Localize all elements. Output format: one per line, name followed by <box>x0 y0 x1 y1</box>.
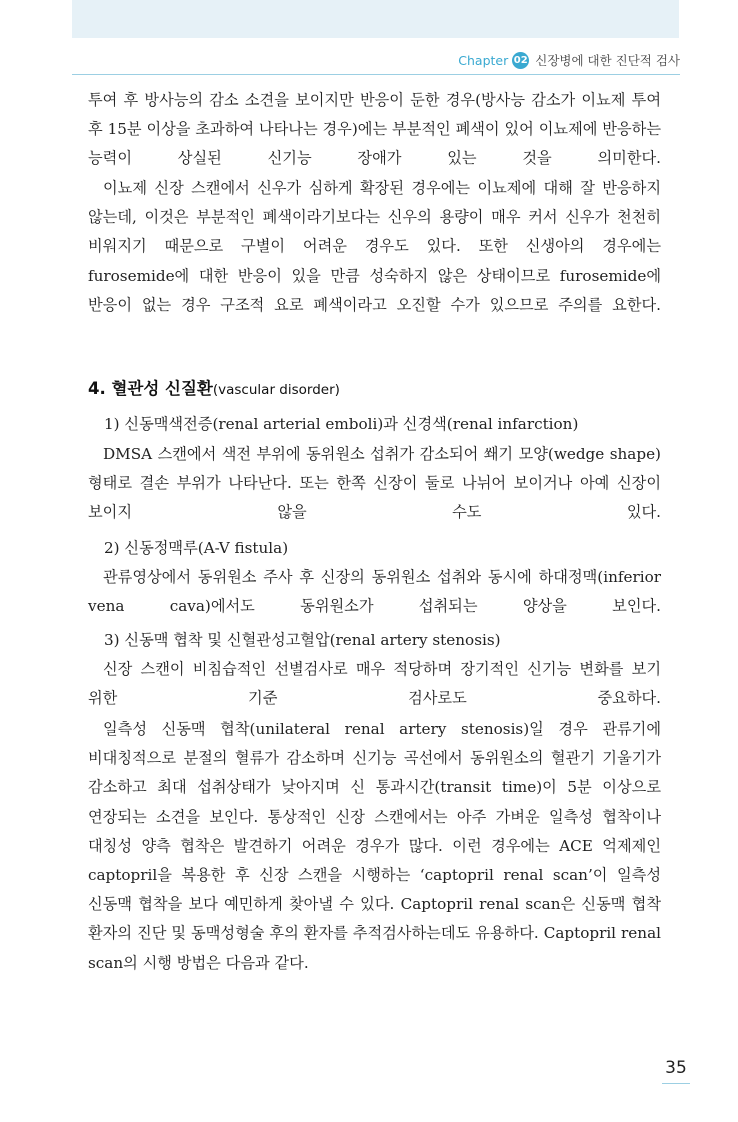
subsection-3-title: 3) 신동맥 협착 및 신혈관성고혈압(renal artery stenosis) <box>104 631 501 649</box>
chapter-header <box>458 49 680 71</box>
subsection-1-title: 1) 신동맥색전증(renal arterial emboli)과 신경색(renal infarction) <box>104 415 579 433</box>
chapter-title: 신장병에 대한 진단적 검사 <box>535 53 680 68</box>
subsection-1-body: DMSA 스캔에서 색전 부위에 동위원소 섭취가 감소되어 쐐기 모양(wedge shape) 형태로 결손 부위가 나타난다. 또는 한쪽 신장이 둘로 나뉘어 보이거나 아예 신장이 보이지 않을 수도 있다. <box>88 445 661 522</box>
subsection-3-body-2: 일측성 신동맥 협착(unilateral renal artery stenosis)일 경우 관류기에 비대칭적으로 분절의 혈류가 감소하며 신기능 곡선에서 동위원소의 혈관기 기울기가 감소하고 최대 섭취상태가 낮아지며 신 통과시간(transit time)이 5분 이상으로 연장되는 소견을 보인다. 통상적인 신장 스캔에서는 아주 가벼운 일측성 협착이나 대칭성 양측 협착은 발견하기 어려운 경우가 많다. 이런 경우에는 ACE 억제제인 captopril을 복용한 후 신장 스캔을 시행하는 ‘captopril renal scan’이 일측성 신동맥 협착을 보다 예민하게 찾아낼 수 있다. Captopril renal scan은 신동맥 협착 환자의 진단 및 동맥성형술 후의 환자를 추적검사하는데도 유용하다. Captopril renal scan의 시행 방법은 다음과 같다. <box>88 720 661 972</box>
chapter-label: Chapter <box>458 52 509 68</box>
header-divider <box>72 74 680 75</box>
section-heading-en: (vascular disorder) <box>212 382 340 398</box>
chapter-number-badge: 02 <box>512 52 529 69</box>
intro-paragraph-2: 이뇨제 신장 스캔에서 신우가 심하게 확장된 경우에는 이뇨제에 대해 잘 반응하지 않는데, 이것은 부분적인 폐색이라기보다는 신우의 용량이 매우 커서 신우가 천천히 비워지기 때문으로 구별이 어려운 경우도 있다. 또한 신생아의 경우에는 furosemide에 대한 반응이 있을 만큼 성숙하지 않은 상태이므로 furosemide에 반응이 없는 경우 구조적 요로 폐색이라고 오진할 수가 있으므로 주의를 요한다. <box>88 179 661 314</box>
intro-paragraph-1: 투여 후 방사능의 감소 소견을 보이지만 반응이 둔한 경우(방사능 감소가 이뇨제 투여 후 15분 이상을 초과하여 나타나는 경우)에는 부분적인 폐색이 있어 이뇨제에 반응하는 능력이 상실된 신기능 장애가 있는 것을 의미한다. <box>88 91 661 168</box>
section-heading-text: 4. 혈관성 신질환 <box>88 379 213 398</box>
header-band <box>72 0 679 38</box>
section-heading <box>88 375 340 399</box>
page-number: 35 <box>665 1058 687 1078</box>
subsection-2-body: 관류영상에서 동위원소 주사 후 신장의 동위원소 섭취와 동시에 하대정맥(inferior vena cava)에서도 동위원소가 섭취되는 양상을 보인다. <box>88 568 661 616</box>
subsection-2-title: 2) 신동정맥루(A-V fistula) <box>104 539 289 557</box>
page-number-underline <box>662 1083 690 1084</box>
subsection-3-body-1: 신장 스캔이 비침습적인 선별검사로 매우 적당하며 장기적인 신기능 변화를 보기 위한 기준 검사로도 중요하다. <box>88 660 661 708</box>
